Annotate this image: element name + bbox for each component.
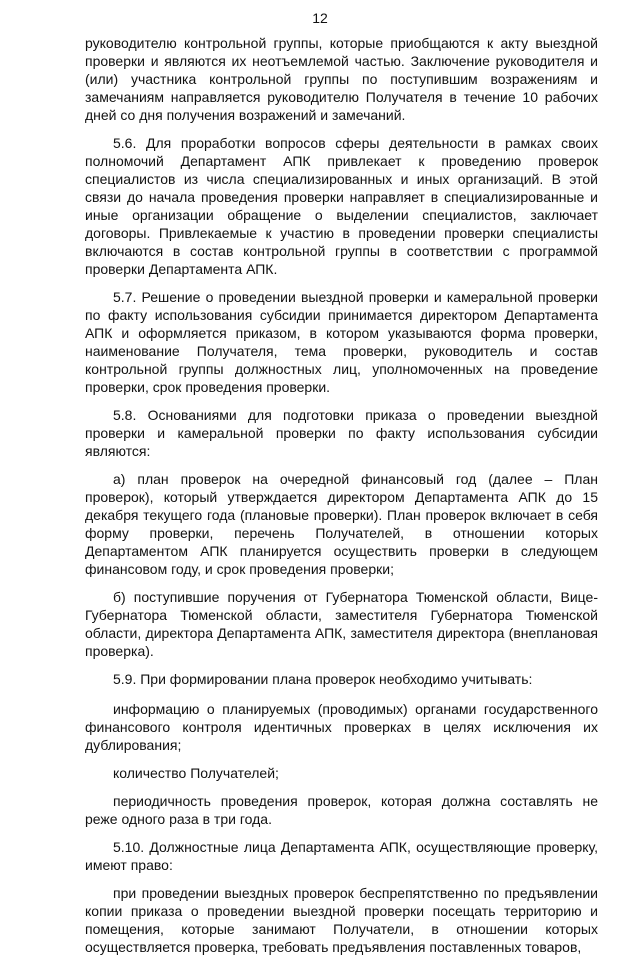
paragraph-5-10: 5.10. Должностные лица Департамента АПК, осуществляющие проверку, имеют право: bbox=[85, 839, 598, 873]
paragraph-5-7: 5.7. Решение о проведении выездной проверки и камеральной проверки по факту использования субсидии принимается директором Департамента АПК и оформляется приказом, в котором указываются форма проверки, наименование Получателя, тема проверки, руководитель и состав контрольной группы должностных лиц, уполномоченных на проведение проверки, срок проведения проверки. bbox=[85, 289, 598, 395]
paragraph-recipients-count: количество Получателей; bbox=[113, 765, 279, 781]
paragraph-5-8: 5.8. Основаниями для подготовки приказа о проведении выездной проверки и камеральной проверки по факту использования субсидии являются: bbox=[85, 407, 598, 459]
paragraph-continuation: руководителю контрольной группы, которые приобщаются к акту выездной проверки и являются их неотъемлемой частью. Заключение руководителя и (или) участника контрольной группы по поступившим возражениям и замечаниям направляется руководителю Получателя в течение 10 рабочих дней со дня получения возражений и замечаний. bbox=[85, 35, 598, 123]
paragraph-periodicity: периодичность проведения проверок, которая должна составлять не реже одного раза в три года. bbox=[85, 793, 598, 827]
paragraph-planning-info: информацию о планируемых (проводимых) органами государственного финансового контроля идентичных проверках в целях исключения их дублирования; bbox=[85, 701, 598, 753]
paragraph-5-9: 5.9. При формировании плана проверок необходимо учитывать: bbox=[113, 671, 533, 687]
paragraph-item-a: а) план проверок на очередной финансовый год (далее – План проверок), который утверждается директором Департамента АПК до 15 декабря текущего года (плановые проверки). План проверок включает в себя форму проверки, перечень Получателей, в отношении которых Департаментом АПК планируется осуществить проверки в следующем финансовом году, и срок проведения проверки; bbox=[85, 471, 598, 577]
paragraph-5-6: 5.6. Для проработки вопросов сферы деятельности в рамках своих полномочий Департамент АПК привлекает к проведению проверок специалистов из числа специализированных и иных организаций. В этой связи до начала проведения проверки направляет в специализированные и иные организации обращение о выделении специалистов, заключает договоры. Привлекаемые к участию в проведении проверки специалисты включаются в состав контрольной группы в соответствии с программой проверки Департамента АПК. bbox=[85, 135, 598, 277]
page-number: 12 bbox=[312, 10, 328, 26]
paragraph-rights: при проведении выездных проверок беспрепятственно по предъявлении копии приказа о проведении выездной проверки посещать территорию и помещения, которые занимают Получатели, в отношении которых осуществляется проверка, требовать предъявления поставленных товаров, bbox=[85, 885, 598, 955]
paragraph-item-b: б) поступившие поручения от Губернатора Тюменской области, Вице-Губернатора Тюменской области, заместителя Губернатора Тюменской области, директора Департамента АПК, заместителя директора (внеплановая проверка). bbox=[85, 589, 598, 659]
document-body bbox=[85, 34, 598, 966]
